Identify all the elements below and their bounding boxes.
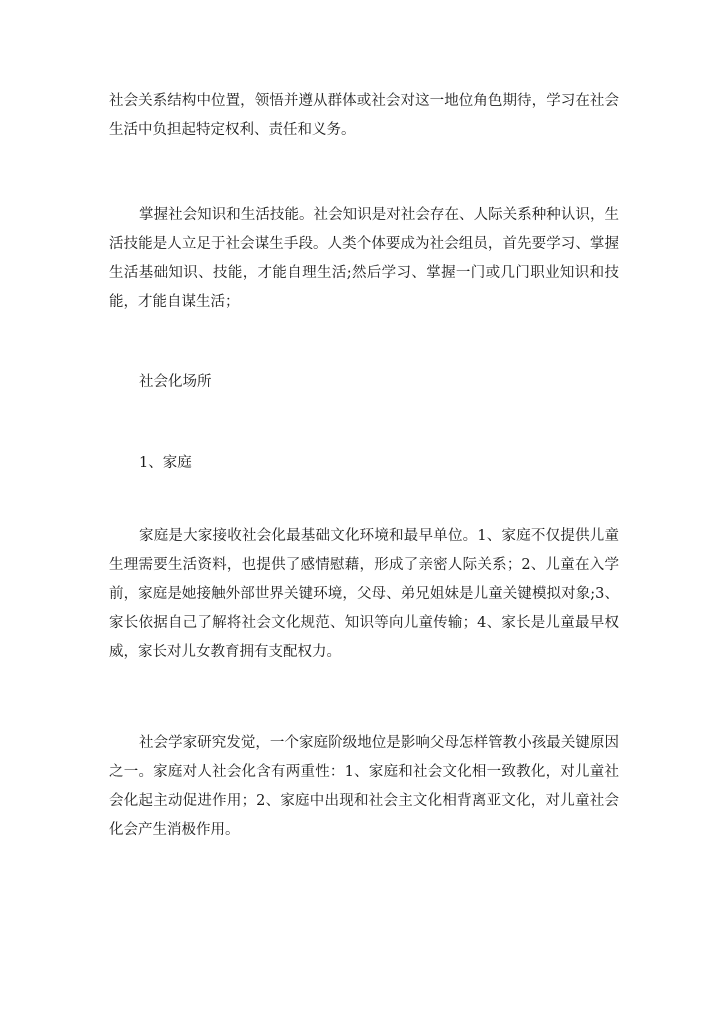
subheading-family: 1、家庭 — [139, 455, 192, 471]
paragraph-social-role: 社会关系结构中位置，领悟并遵从群体或社会对这一地位角色期待，学习在社会生活中负担起特定权利、责任和义务。 — [109, 93, 619, 138]
section-heading-socialization-venues: 社会化场所 — [139, 374, 212, 390]
paragraph-social-knowledge-skills: 掌握社会知识和生活技能。社会知识是对社会存在、人际关系种种认识，生活技能是人立足于社会谋生手段。人类个体要成为社会组员，首先要学习、掌握生活基础知识、技能，才能自理生活;然后学习、掌握一门或几门职业知识和技能，才能自谋生活； — [109, 207, 619, 310]
paragraph-family-class-research: 社会学家研究发觉，一个家庭阶级地位是影响父母怎样管教小孩最关键原因之一。家庭对人社会化含有两重性：1、家庭和社会文化相一致教化，对儿童社会化起主动促进作用；2、家庭中出现和社会主文化相背离亚文化，对儿童社会化会产生消极作用。 — [109, 735, 619, 838]
paragraph-family-role: 家庭是大家接收社会化最基础文化环境和最早单位。1、家庭不仅提供儿童生理需要生活资料，也提供了感情慰藉，形成了亲密人际关系；2、儿童在入学前，家庭是她接触外部世界关键环境，父母、弟兄姐妹是儿童关键模拟对象;3、家长依据自己了解将社会文化规范、知识等向儿童传输；4、家长是儿童最早权威，家长对儿女教育拥有支配权力。 — [109, 528, 619, 660]
